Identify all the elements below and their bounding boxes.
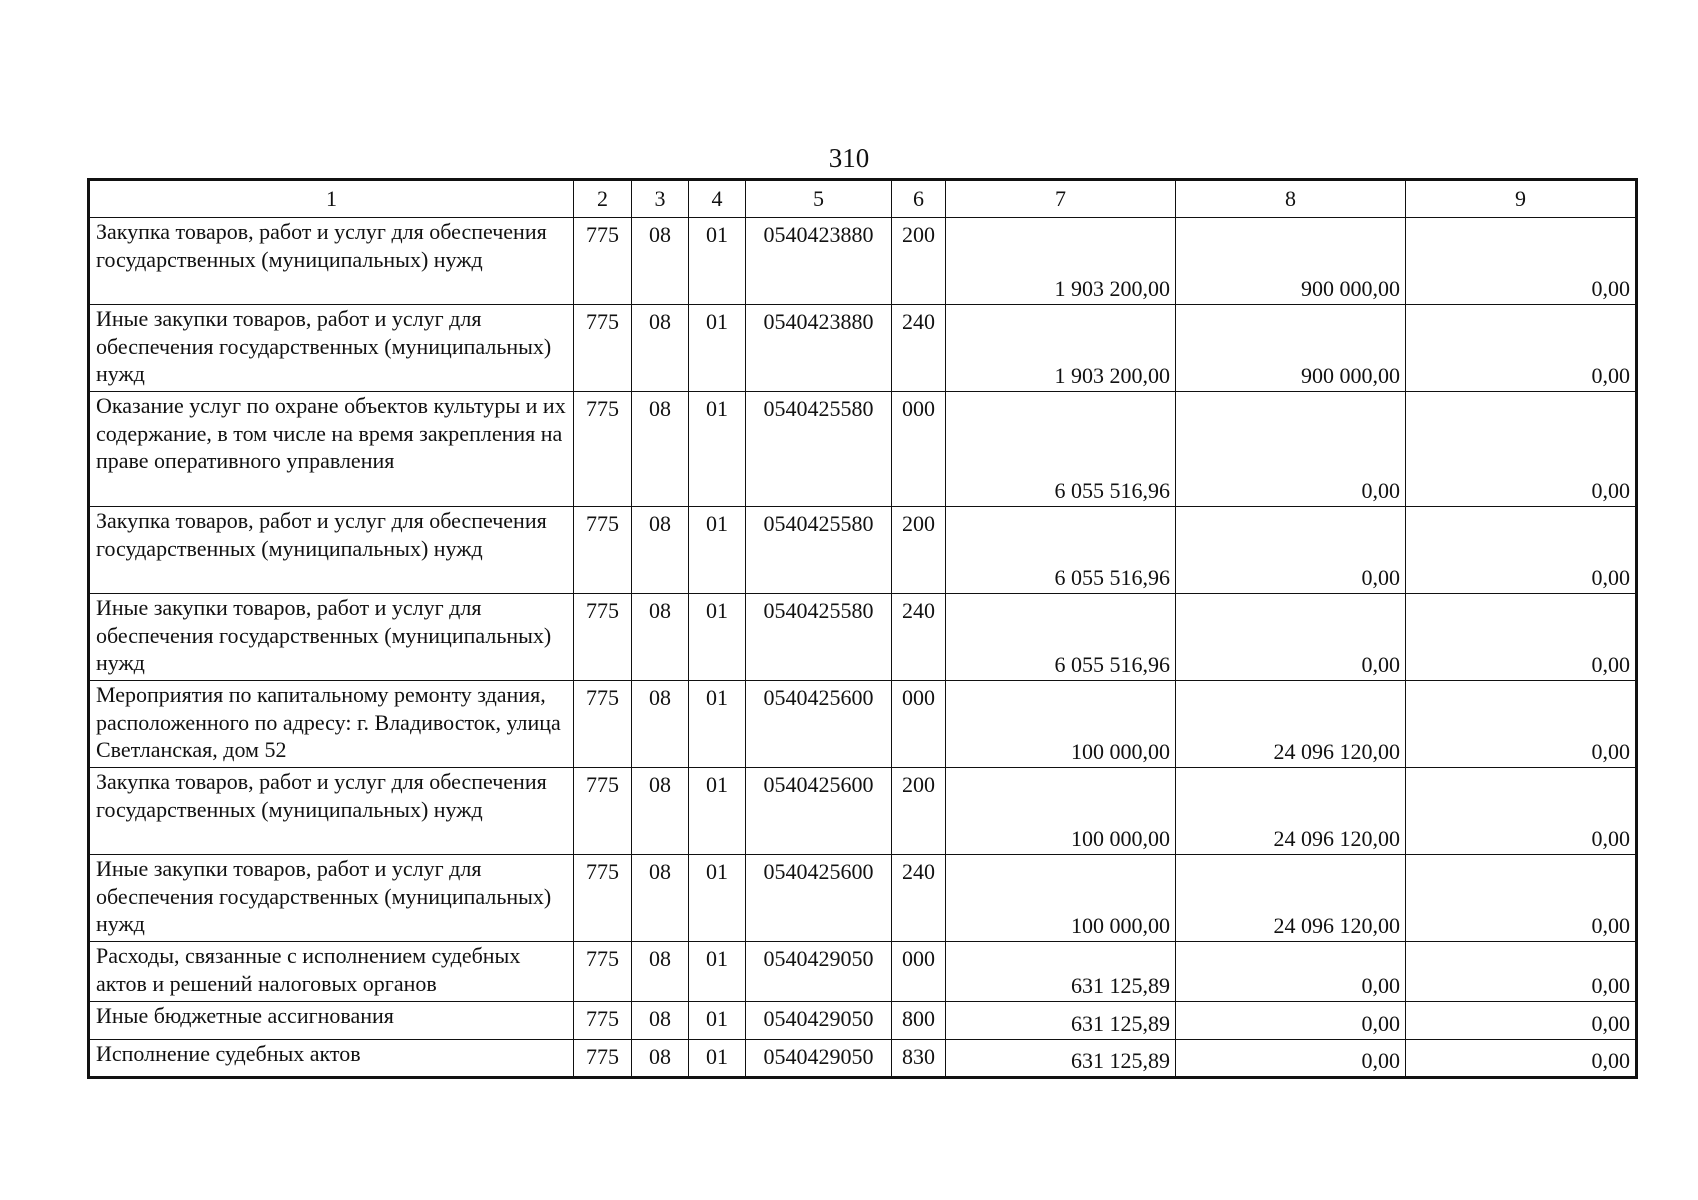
col-6: 200	[892, 507, 946, 594]
col-3: 08	[632, 768, 689, 855]
row-name: Закупка товаров, работ и услуг для обеспечения государственных (муниципальных) нужд	[89, 218, 574, 305]
col-9: 0,00	[1406, 768, 1637, 855]
col-9: 0,00	[1406, 507, 1637, 594]
col-6: 240	[892, 305, 946, 392]
col-5: 0540429050	[746, 942, 892, 1002]
col-8: 900 000,00	[1176, 218, 1406, 305]
col-8: 0,00	[1176, 942, 1406, 1002]
col-7: 100 000,00	[946, 681, 1176, 768]
header-cell-6: 6	[892, 180, 946, 218]
col-5: 0540429050	[746, 1040, 892, 1078]
col-3: 08	[632, 218, 689, 305]
col-2: 775	[574, 594, 632, 681]
col-2: 775	[574, 768, 632, 855]
col-6: 000	[892, 942, 946, 1002]
col-6: 240	[892, 594, 946, 681]
col-8: 900 000,00	[1176, 305, 1406, 392]
header-cell-7: 7	[946, 180, 1176, 218]
col-3: 08	[632, 855, 689, 942]
col-4: 01	[689, 1040, 746, 1078]
col-6: 000	[892, 681, 946, 768]
page-number: 310	[828, 143, 870, 173]
col-3: 08	[632, 594, 689, 681]
col-4: 01	[689, 855, 746, 942]
col-5: 0540425600	[746, 855, 892, 942]
col-7: 631 125,89	[946, 942, 1176, 1002]
table-row	[89, 1002, 1637, 1040]
row-name: Иные закупки товаров, работ и услуг для обеспечения государственных (муниципальных) нужд	[89, 305, 574, 392]
col-2: 775	[574, 942, 632, 1002]
col-4: 01	[689, 594, 746, 681]
row-name: Иные бюджетные ассигнования	[89, 1002, 574, 1040]
row-name: Иные закупки товаров, работ и услуг для обеспечения государственных (муниципальных) нужд	[89, 855, 574, 942]
col-2: 775	[574, 1002, 632, 1040]
col-3: 08	[632, 942, 689, 1002]
col-6: 200	[892, 218, 946, 305]
col-7: 100 000,00	[946, 768, 1176, 855]
table-row	[89, 594, 1637, 681]
col-3: 08	[632, 681, 689, 768]
row-name: Мероприятия по капитальному ремонту здания, расположенного по адресу: г. Владивосток, улица Светланская, дом 52	[89, 681, 574, 768]
col-4: 01	[689, 681, 746, 768]
col-9: 0,00	[1406, 942, 1637, 1002]
col-7: 100 000,00	[946, 855, 1176, 942]
col-7: 1 903 200,00	[946, 218, 1176, 305]
col-3: 08	[632, 1002, 689, 1040]
col-4: 01	[689, 507, 746, 594]
table-row	[89, 1040, 1637, 1078]
col-9: 0,00	[1406, 594, 1637, 681]
col-5: 0540429050	[746, 1002, 892, 1040]
col-8: 0,00	[1176, 392, 1406, 507]
col-9: 0,00	[1406, 305, 1637, 392]
col-5: 0540425600	[746, 681, 892, 768]
row-name: Оказание услуг по охране объектов культуры и их содержание, в том числе на время закрепления на праве оперативного управления	[89, 392, 574, 507]
row-name: Закупка товаров, работ и услуг для обеспечения государственных (муниципальных) нужд	[89, 768, 574, 855]
col-8: 24 096 120,00	[1176, 855, 1406, 942]
header-cell-4: 4	[689, 180, 746, 218]
col-2: 775	[574, 855, 632, 942]
col-2: 775	[574, 392, 632, 507]
col-7: 631 125,89	[946, 1002, 1176, 1040]
table-row	[89, 507, 1637, 594]
col-9: 0,00	[1406, 218, 1637, 305]
col-4: 01	[689, 768, 746, 855]
col-7: 6 055 516,96	[946, 392, 1176, 507]
header-cell-5: 5	[746, 180, 892, 218]
col-5: 0540425580	[746, 392, 892, 507]
col-8: 0,00	[1176, 1002, 1406, 1040]
col-7: 6 055 516,96	[946, 507, 1176, 594]
col-4: 01	[689, 218, 746, 305]
col-6: 200	[892, 768, 946, 855]
col-3: 08	[632, 507, 689, 594]
header-row	[89, 180, 1637, 218]
row-name: Иные закупки товаров, работ и услуг для обеспечения государственных (муниципальных) нужд	[89, 594, 574, 681]
col-7: 1 903 200,00	[946, 305, 1176, 392]
row-name: Расходы, связанные с исполнением судебных актов и решений налоговых органов	[89, 942, 574, 1002]
col-9: 0,00	[1406, 1002, 1637, 1040]
col-8: 24 096 120,00	[1176, 681, 1406, 768]
table-row	[89, 305, 1637, 392]
header-cell-8: 8	[1176, 180, 1406, 218]
budget-table	[87, 178, 1638, 1079]
col-8: 0,00	[1176, 507, 1406, 594]
header-cell-3: 3	[632, 180, 689, 218]
col-6: 240	[892, 855, 946, 942]
col-5: 0540423880	[746, 218, 892, 305]
col-8: 24 096 120,00	[1176, 768, 1406, 855]
col-6: 800	[892, 1002, 946, 1040]
row-name: Исполнение судебных актов	[89, 1040, 574, 1078]
col-5: 0540425600	[746, 768, 892, 855]
table-row	[89, 768, 1637, 855]
col-7: 631 125,89	[946, 1040, 1176, 1078]
col-9: 0,00	[1406, 855, 1637, 942]
col-6: 000	[892, 392, 946, 507]
header-cell-1: 1	[89, 180, 574, 218]
header-cell-9: 9	[1406, 180, 1637, 218]
col-3: 08	[632, 1040, 689, 1078]
col-5: 0540423880	[746, 305, 892, 392]
col-9: 0,00	[1406, 392, 1637, 507]
col-3: 08	[632, 305, 689, 392]
table-row	[89, 942, 1637, 1002]
col-7: 6 055 516,96	[946, 594, 1176, 681]
col-5: 0540425580	[746, 594, 892, 681]
col-8: 0,00	[1176, 1040, 1406, 1078]
col-9: 0,00	[1406, 1040, 1637, 1078]
col-2: 775	[574, 305, 632, 392]
col-2: 775	[574, 218, 632, 305]
row-name: Закупка товаров, работ и услуг для обеспечения государственных (муниципальных) нужд	[89, 507, 574, 594]
col-9: 0,00	[1406, 681, 1637, 768]
col-4: 01	[689, 305, 746, 392]
table-row	[89, 681, 1637, 768]
col-5: 0540425580	[746, 507, 892, 594]
table-row	[89, 218, 1637, 305]
col-4: 01	[689, 1002, 746, 1040]
col-8: 0,00	[1176, 594, 1406, 681]
table-row	[89, 392, 1637, 507]
col-2: 775	[574, 1040, 632, 1078]
col-3: 08	[632, 392, 689, 507]
table-row	[89, 855, 1637, 942]
header-cell-2: 2	[574, 180, 632, 218]
col-4: 01	[689, 942, 746, 1002]
col-2: 775	[574, 507, 632, 594]
col-2: 775	[574, 681, 632, 768]
col-4: 01	[689, 392, 746, 507]
col-6: 830	[892, 1040, 946, 1078]
